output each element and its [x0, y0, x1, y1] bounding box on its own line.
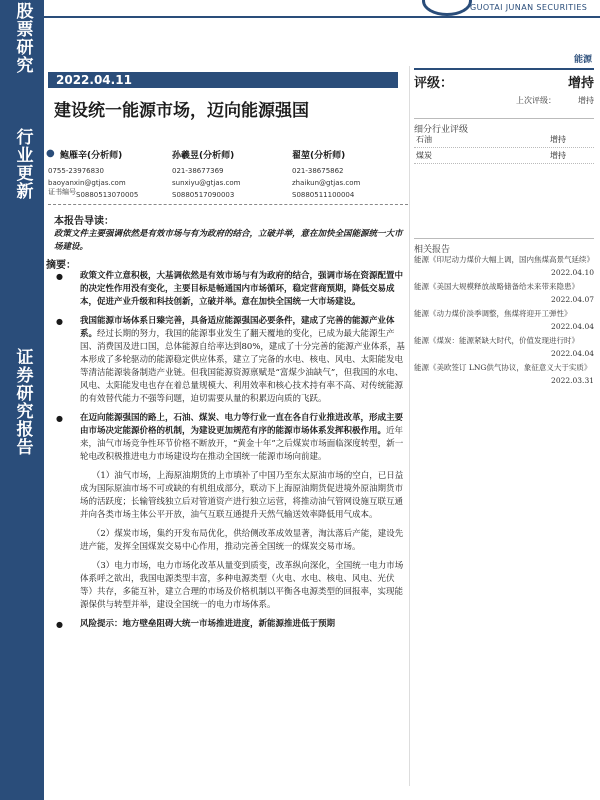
- bullet-text: 经过长期的努力，我国的能源事业发生了翻天覆地的变化，已成为最大能源生产国、消费国及进口国，总体能源自给率达到80%，建成了十分完善的能源产业体系，基本形成了多轮驱动的能源稳定供应体系，建立了完备的水电、核电、风电、太阳能发电等清洁能源装备制造产业链。但我国能源资源禀赋是“富煤少油缺气”，但我国的水电、风电、太阳能发电也存在着总量规模大、利用效率和核心技术持有率不高、对传统能源的有效替代能力不强等问题，迫切需要从量的积累迈向质的飞跃。: [80, 329, 405, 404]
- analyst-name: 翟堃(分析师): [292, 151, 346, 161]
- bullet-lead: 在迈向能源强国的路上，石油、煤炭、电力等行业一直在各自行业推进改革，形成主要由市场决定能源价格的机制，为建设更加规范有序的能源市场体系发挥积极作用。: [80, 413, 404, 436]
- sub-industry-rating: 增持: [550, 151, 566, 160]
- rating-label: 评级：: [414, 76, 454, 91]
- sub-industry-title: 细分行业评级: [414, 118, 594, 135]
- related-report-link[interactable]: 能源《美欧签订 LNG供气协议，象征意义大于实质》: [414, 363, 592, 372]
- table-row: [414, 148, 594, 164]
- analyst-cert: S0880513070005: [76, 191, 139, 199]
- summary-bullet: [54, 412, 406, 464]
- bullet-lead: 我国能源市场体系日臻完善，具备适应能源强国必要条件，建成了完善的能源产业体系。: [80, 316, 395, 339]
- bullet-text: 近年来，油气市场竞争性环节价格不断放开，“黄金十年”之后煤炭市场面临深度转型，新一轮电改积极推进电力市场建设均在推动全国统一能源市场向前建。: [80, 426, 404, 462]
- company-logo: [404, 0, 600, 16]
- summary-bullet: [54, 315, 406, 406]
- analyst-phone: 021-38675862: [292, 167, 344, 175]
- sidebar: [0, 0, 44, 800]
- table-row: [414, 132, 594, 148]
- guide-text: 政策文件主要强调依然是有效市场与有为政府的结合，立破并举，意在加快全国能源统一大市场建设。: [54, 229, 403, 252]
- analyst-card: [172, 148, 282, 203]
- analyst-phone: 0755-23976830: [48, 167, 104, 175]
- related-report-link[interactable]: 能源《煤炭：能源紧缺大时代，价值发现进行时》: [414, 336, 579, 345]
- related-reports-list: [414, 254, 594, 389]
- summary-title: 摘要：: [46, 260, 76, 271]
- sub-industry-name: 煤炭: [416, 151, 432, 160]
- sub-industry-table: [414, 132, 594, 164]
- analyst-name: 鲍雁辛(分析师): [60, 151, 123, 161]
- sidebar-label-securities-report: 证券研究报告: [12, 348, 33, 456]
- sub-industry-name: 石油: [416, 135, 432, 144]
- analyst-cert: S0880511100004: [292, 191, 355, 199]
- section-divider: [48, 204, 408, 205]
- related-report-link[interactable]: 能源《印尼动力煤价大幅上调，国内焦煤高景气延续》: [414, 255, 594, 264]
- related-report-date: 2022.04.07: [551, 295, 594, 304]
- summary-paragraph: （1）油气市场，上海原油期货的上市填补了中国乃至东太原油市场的空白，已日益成为国际原油市场不可或缺的有机组成部分，联动下上海原油期货促进境外原油期货市场的活跃度；长输管线独立后对管道资产进行独立运营，将推动油气管网设施互联互通并向各类市场主体公平开放，油气互联互通提升天然气输送效率降低用气成本。: [80, 471, 404, 520]
- summary-bullet: ● 政策文件立意积极，大基调依然是有效市场与有为政府的结合，强调市场在资源配置中的决定性作用没有变化，主要目标是畅通国内市场循环，稳定营商预期，降低交易成本，促进产业升级和科技创新，立破并举。意在加快全国统一大市场建设。: [54, 270, 406, 309]
- analyst-cert: S0880517090003: [172, 191, 235, 199]
- previous-rating-label: 上次评级：: [516, 96, 556, 105]
- analyst-card: [292, 148, 402, 203]
- rating-rule: [414, 68, 594, 70]
- analyst-email[interactable]: sunxiyu@gtjas.com: [172, 179, 241, 187]
- cert-number-label: 证书编号: [48, 188, 76, 196]
- person-icon: ●: [46, 148, 55, 159]
- related-report-date: 2022.04.10: [551, 268, 594, 277]
- industry-category: 能源: [573, 55, 592, 65]
- related-reports-title: 相关报告: [414, 238, 594, 255]
- previous-rating-value: 增持: [578, 96, 594, 105]
- sidebar-label-stock-research: 股票研究: [12, 2, 33, 74]
- logo-text: GUOTAI JUNAN SECURITIES: [470, 3, 588, 12]
- summary-body: [54, 270, 406, 637]
- analyst-phone: 021-38677369: [172, 167, 224, 175]
- sidebar-label-industry-update: 行业更新: [12, 128, 33, 200]
- summary-paragraph: （3）电力市场，电力市场化改革从量变到质变，改革纵向深化，全国统一电力市场体系呼之欲出，我国电源类型丰富，多种电源类型（火电、水电、核电、风电、光伏等）共存，多能互补，建立合理的市场及价格机制以平衡各电源类型的回报率，实现能源保供与转型并举，建设全国统一的电力市场体系。: [80, 561, 404, 610]
- logo-emblem-icon: [422, 0, 472, 16]
- column-divider: [409, 66, 410, 786]
- related-report-date: 2022.04.04: [551, 322, 594, 331]
- header-rule: [44, 16, 600, 18]
- analyst-email[interactable]: baoyanxin@gtjas.com: [48, 179, 126, 187]
- analyst-email[interactable]: zhaikun@gtjas.com: [292, 179, 361, 187]
- guide-title: 本报告导读：: [54, 216, 114, 227]
- related-report-date: 2022.03.31: [551, 376, 594, 385]
- related-report-date: 2022.04.04: [551, 349, 594, 358]
- related-report-link[interactable]: 能源《美国大规模释放战略储备给未来带来隐患》: [414, 282, 579, 291]
- report-date: 2022.04.11: [48, 72, 398, 88]
- report-title: 建设统一能源市场，迈向能源强国: [54, 101, 309, 121]
- sub-industry-rating: 增持: [550, 135, 566, 144]
- rating-value: 增持: [567, 76, 594, 91]
- rating-panel: [414, 68, 594, 106]
- related-report-link[interactable]: 能源《动力煤价淡季调整，焦煤将迎开工弹性》: [414, 309, 572, 318]
- header: [44, 0, 600, 16]
- summary-paragraph: （2）煤炭市场，集约开发布局优化，供给侧改革成效显著，淘汰落后产能，建设先进产能，发挥全国煤炭交易中心作用，推动完善全国统一的煤炭交易市场。: [80, 529, 404, 552]
- analyst-name: 孙羲昱(分析师): [172, 151, 235, 161]
- risk-warning: ● 风险提示：地方壁垒阻碍大统一市场推进进度，新能源推进低于预期: [54, 618, 406, 631]
